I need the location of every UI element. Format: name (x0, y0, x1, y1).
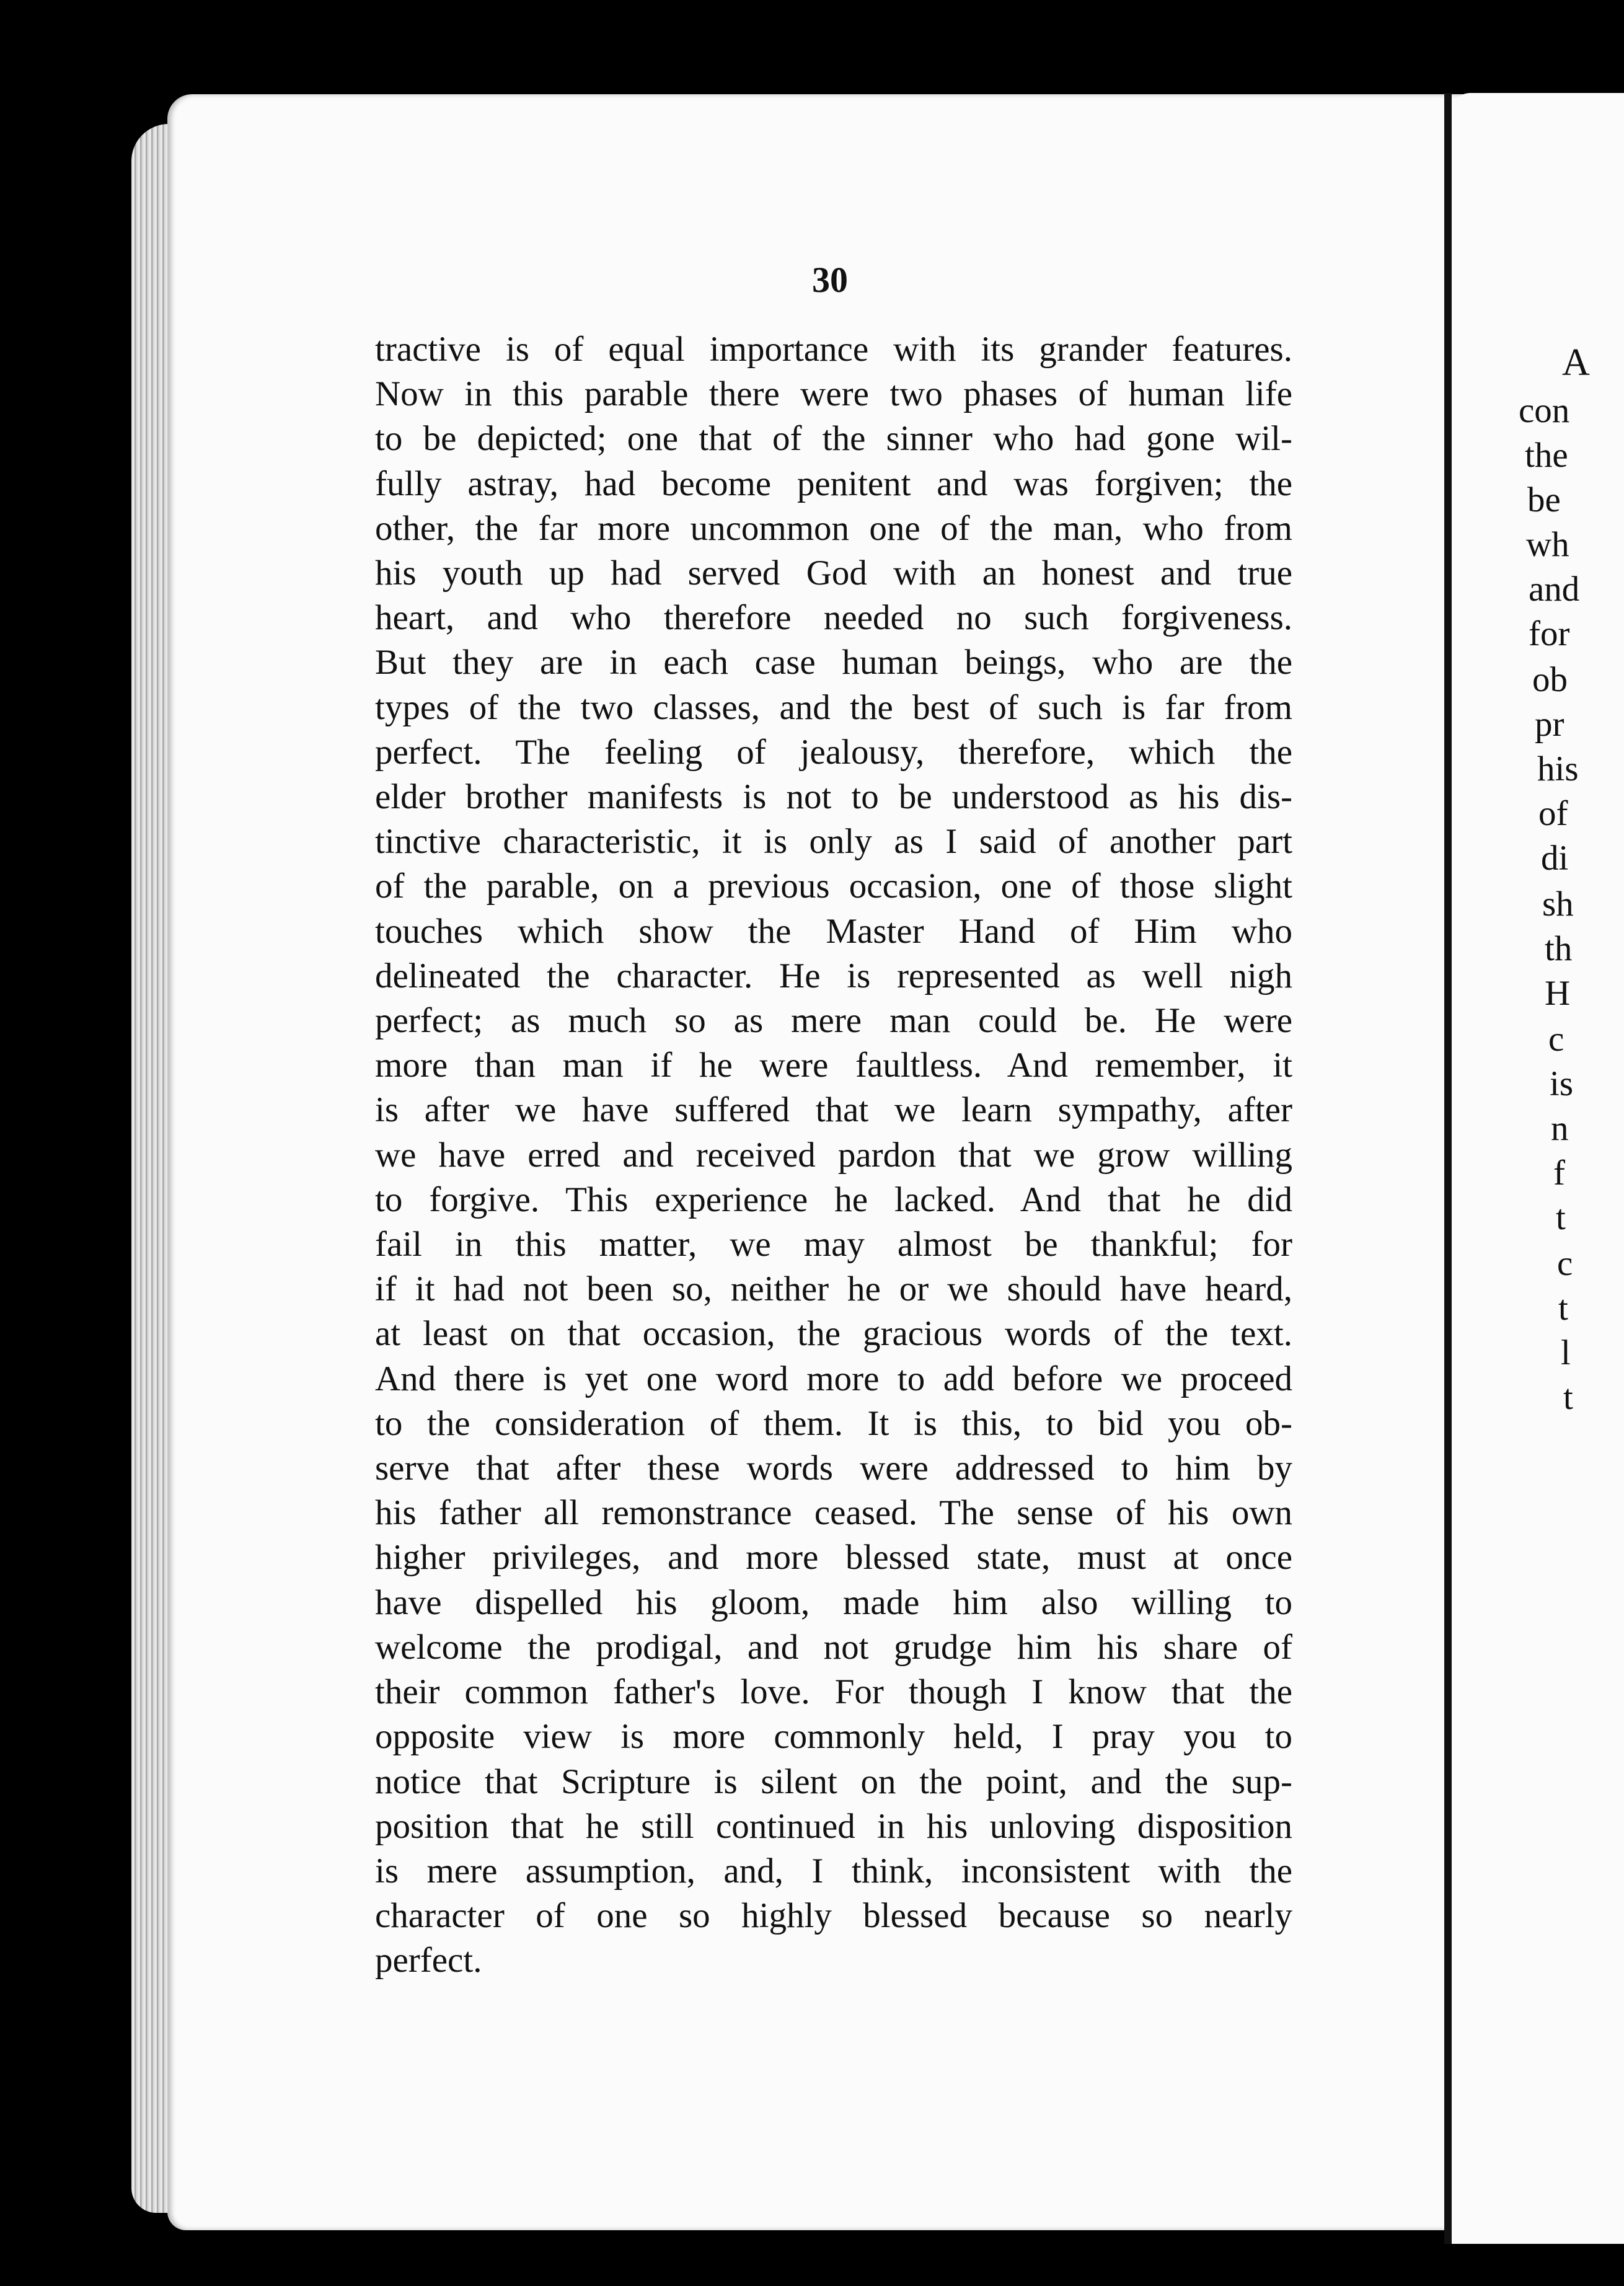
text-line: types of the two classes, and the best of such is far from (375, 687, 1292, 727)
facing-page-fragment: wh (1526, 525, 1569, 564)
facing-page-fragment: H (1545, 974, 1571, 1013)
text-line: more than man if he were faultless. And remember, it (375, 1046, 1292, 1085)
text-line: perfect; as much so as mere man could be. He were (375, 1001, 1292, 1041)
text-line: if it had not been so, neither he or we should have heard, (375, 1269, 1292, 1309)
text-line: his father all remonstrance ceased. The sense of his own (375, 1493, 1292, 1533)
text-line: to forgive. This experience he lacked. And that he did (375, 1180, 1292, 1219)
text-line: is after we have suffered that we learn sympathy, after (375, 1090, 1292, 1130)
facing-page-fragment: c (1557, 1244, 1573, 1283)
text-line: opposite view is more commonly held, I pray you to (375, 1717, 1292, 1757)
text-line: And there is yet one word more to add before we proceed (375, 1359, 1292, 1398)
facing-page-fragment: pr (1535, 705, 1564, 744)
text-line: is mere assumption, and, I think, inconsistent with the (375, 1851, 1292, 1891)
facing-page-fragment: di (1541, 839, 1569, 878)
facing-page-fragment: is (1550, 1064, 1574, 1103)
text-line: welcome the prodigal, and not grudge him his share of (375, 1627, 1292, 1667)
text-line: notice that Scripture is silent on the point, and the sup- (375, 1762, 1292, 1801)
text-line: to be depicted; one that of the sinner who had gone wil- (375, 419, 1292, 459)
text-line: fully astray, had become penitent and was forgiven; the (375, 464, 1292, 503)
facing-page-fragment: ob (1532, 660, 1568, 699)
facing-page-fragment: of (1538, 794, 1568, 833)
facing-page-fragment: A (1562, 342, 1590, 384)
facing-page-fragment: sh (1542, 885, 1574, 924)
text-line: we have erred and received pardon that we grow willing (375, 1135, 1292, 1175)
text-line: tinctive characteristic, it is only as I said of another part (375, 822, 1292, 862)
text-line: perfect. (375, 1941, 482, 1980)
facing-page-fragment: for (1529, 614, 1570, 653)
text-line: higher privileges, and more blessed state, must at once (375, 1538, 1292, 1578)
text-line: Now in this parable there were two phases of human life (375, 374, 1292, 414)
text-line: serve that after these words were addressed to him by (375, 1449, 1292, 1488)
text-line: fail in this matter, we may almost be thankful; for (375, 1225, 1292, 1264)
text-line: other, the far more uncommon one of the man, who from (375, 508, 1292, 548)
text-line: perfect. The feeling of jealousy, therefore, which the (375, 732, 1292, 772)
text-line: elder brother manifests is not to be understood as his dis- (375, 777, 1292, 817)
text-line: heart, and who therefore needed no such forgiveness. (375, 598, 1292, 638)
facing-page-fragment: the (1525, 436, 1568, 475)
gutter (1444, 93, 1452, 2244)
facing-page-fragment: l (1561, 1333, 1571, 1372)
text-line: his youth up had served God with an honest and true (375, 554, 1292, 593)
page-number: 30 (812, 260, 848, 300)
text-line: tractive is of equal importance with its grander features. (375, 330, 1292, 369)
facing-page-fragment: con (1519, 391, 1570, 430)
text-line: character of one so highly blessed because so nearly (375, 1896, 1292, 1936)
facing-page-fragment: c (1548, 1020, 1564, 1059)
text-line: delineated the character. He is represented as well nigh (375, 956, 1292, 995)
text-line: their common father's love. For though I know that the (375, 1672, 1292, 1712)
text-line: of the parable, on a previous occasion, one of those slight (375, 867, 1292, 906)
text-line: to the consideration of them. It is this, to bid you ob- (375, 1403, 1292, 1443)
text-line: have dispelled his gloom, made him also willing to (375, 1582, 1292, 1622)
facing-page-fragment: his (1537, 749, 1579, 788)
facing-page-fragment: f (1553, 1154, 1565, 1193)
text-line: at least on that occasion, the gracious words of the text. (375, 1314, 1292, 1354)
facing-page-fragment: and (1529, 570, 1580, 609)
facing-page-fragment: t (1558, 1289, 1568, 1328)
text-line: touches which show the Master Hand of Him who (375, 911, 1292, 951)
body-text (375, 327, 1292, 1984)
facing-page-fragment: n (1551, 1109, 1569, 1148)
facing-page-fragment: be (1527, 480, 1561, 519)
text-line: But they are in each case human beings, who are the (375, 643, 1292, 682)
facing-page-fragment: th (1545, 929, 1573, 968)
right-page (1452, 93, 1624, 2244)
text-line: position that he still continued in his unloving disposition (375, 1806, 1292, 1846)
facing-page-fragment: t (1563, 1378, 1573, 1417)
facing-page-fragment: t (1556, 1198, 1566, 1237)
